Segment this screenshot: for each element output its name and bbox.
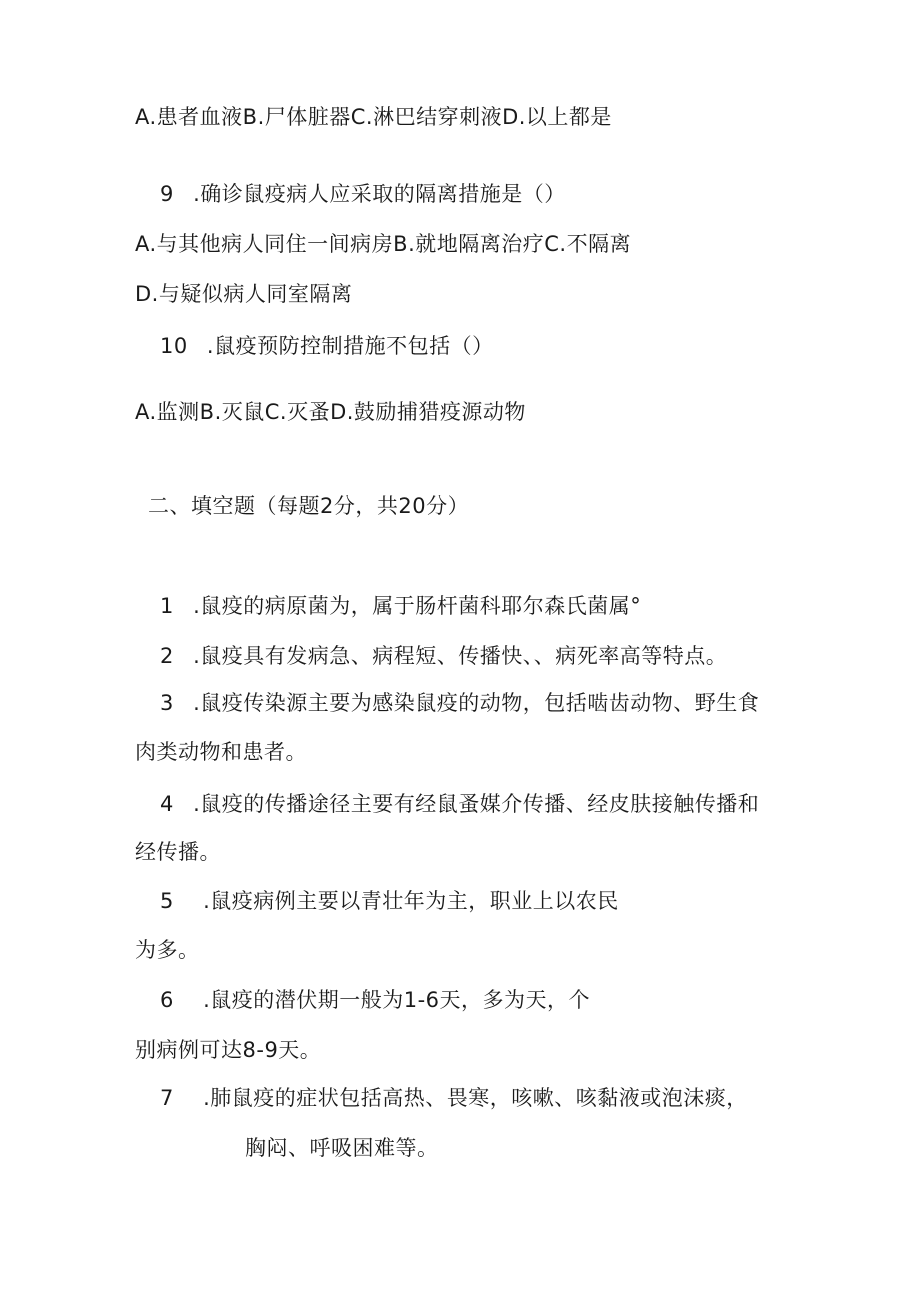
fill-item-3 <box>160 689 759 717</box>
fill-item-7-continuation: 胸闷、呼吸困难等。 <box>245 1136 439 1160</box>
q10-options: A.监测B.灭鼠C.灭蚤D.鼓励捕猎疫源动物 <box>135 400 526 424</box>
fill-item-number: 5 <box>160 889 174 913</box>
section-heading: 二、填空题（每题2分，共20分） <box>148 494 470 518</box>
q10-number: 10 <box>160 334 188 358</box>
fill-item-text: .鼠疫病例主要以青壮年为主，职业上以农民 <box>203 889 619 913</box>
q8-options: A.患者血液B.尸体脏器C.淋巴结穿刺液D.以上都是 <box>135 105 612 129</box>
fill-item-7 <box>160 1084 748 1112</box>
fill-item-3-continuation: 肉类动物和患者。 <box>135 740 307 764</box>
fill-item-number: 7 <box>160 1086 174 1110</box>
q10-text: .鼠疫预防控制措施不包括（） <box>206 334 494 358</box>
fill-item-number: 4 <box>160 792 174 816</box>
fill-item-text: .鼠疫具有发病急、病程短、传播快、、病死率高等特点。 <box>193 644 728 668</box>
fill-item-2 <box>160 642 727 670</box>
q9-options-line2: D.与疑似病人同室隔离 <box>135 282 353 306</box>
fill-item-text: .鼠疫的潜伏期一般为1-6天，多为天，个 <box>203 988 591 1012</box>
fill-item-4 <box>160 790 759 818</box>
fill-item-number: 6 <box>160 988 174 1012</box>
q10-question <box>160 332 494 360</box>
fill-item-5 <box>160 887 619 915</box>
q9-options-line1: A.与其他病人同住一间病房B.就地隔离治疗C.不隔离 <box>135 232 632 256</box>
fill-item-1 <box>160 592 641 620</box>
q9-question <box>160 180 566 208</box>
fill-item-4-continuation: 经传播。 <box>135 840 221 864</box>
fill-item-6-continuation: 别病例可达8-9天。 <box>135 1038 322 1062</box>
fill-item-5-continuation: 为多。 <box>135 938 200 962</box>
fill-item-number: 3 <box>160 691 174 715</box>
fill-item-text: .鼠疫的传播途径主要有经鼠蚤媒介传播、经皮肤接触传播和 <box>193 792 760 816</box>
fill-item-number: 2 <box>160 644 174 668</box>
fill-item-text: .肺鼠疫的症状包括高热、畏寒，咳嗽、咳黏液或泡沫痰， <box>203 1086 748 1110</box>
q9-number: 9 <box>160 182 174 206</box>
fill-item-6 <box>160 986 590 1014</box>
fill-item-text: .鼠疫的病原菌为，属于肠杆菌科耶尔森氏菌属° <box>193 594 642 618</box>
q9-text: .确诊鼠疫病人应采取的隔离措施是（） <box>193 182 566 206</box>
fill-item-number: 1 <box>160 594 174 618</box>
fill-item-text: .鼠疫传染源主要为感染鼠疫的动物，包括啮齿动物、野生食 <box>193 691 760 715</box>
